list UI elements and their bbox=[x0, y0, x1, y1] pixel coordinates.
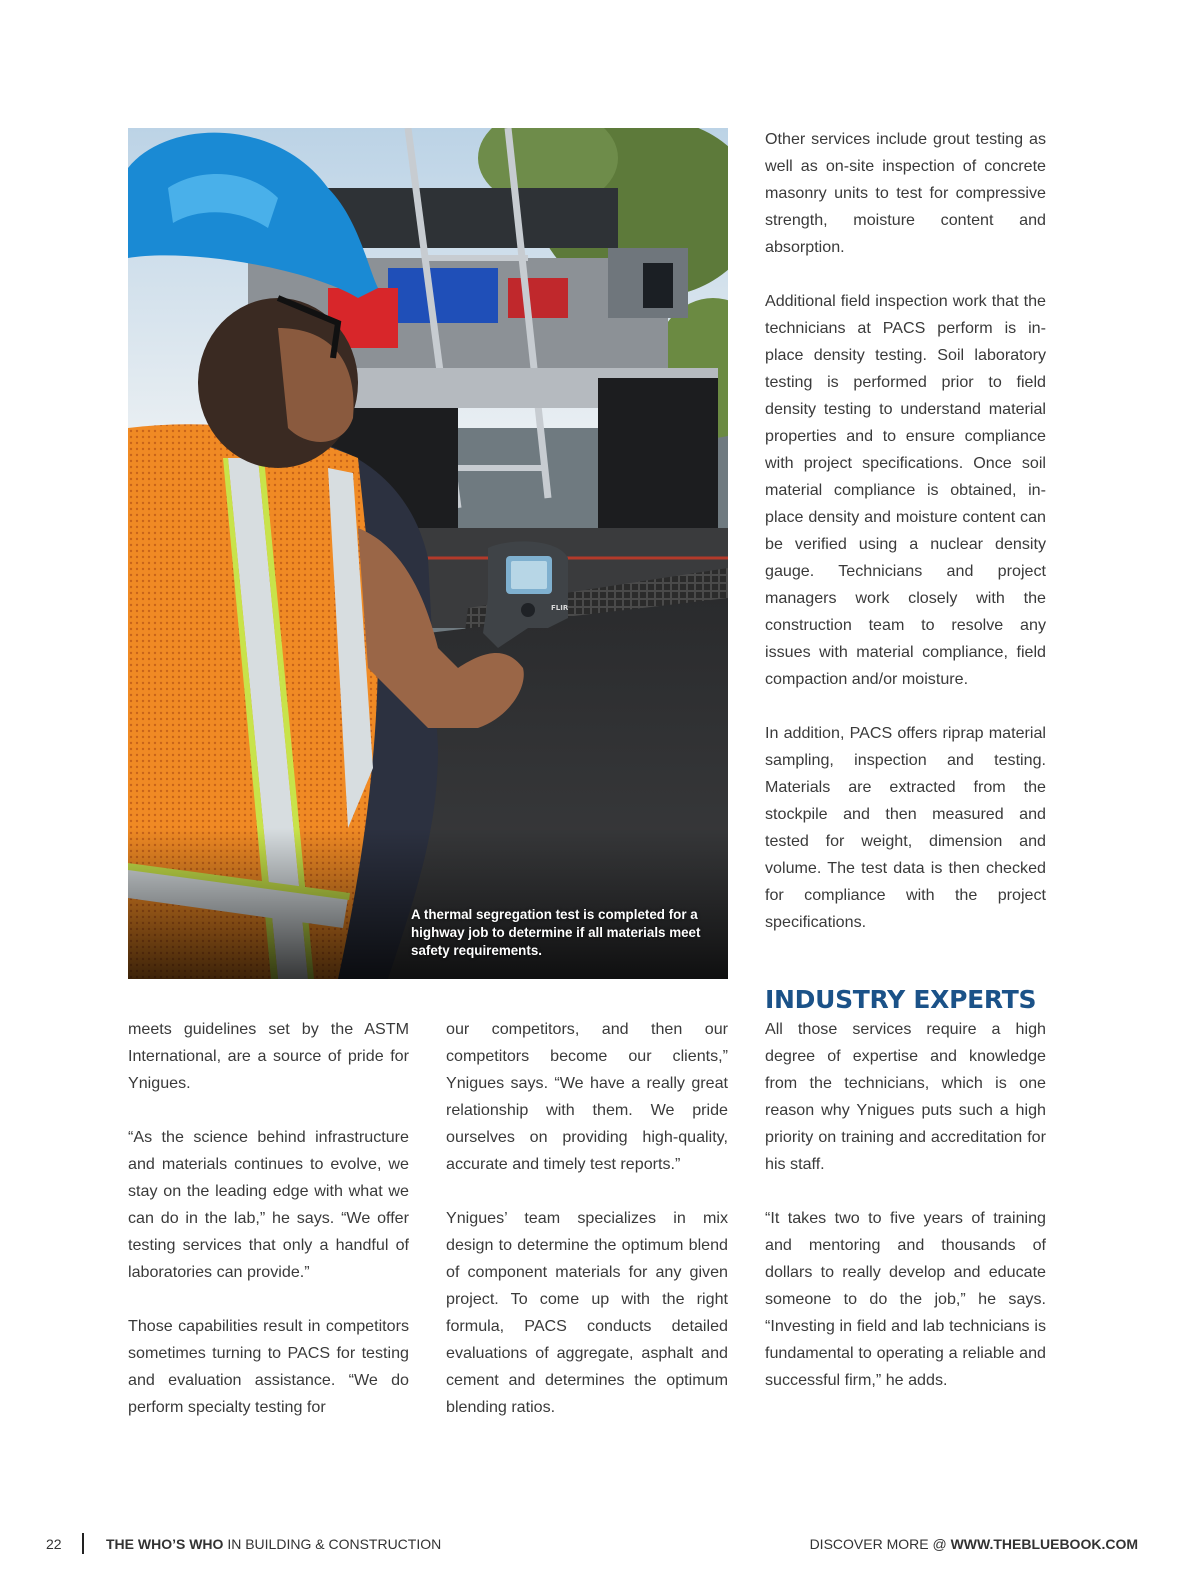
publication-title bbox=[106, 1536, 441, 1552]
paragraph: Additional field inspection work that the technicians at PACS perform is in-place density testing. Soil laboratory testing is performed prior to field density testing to understand material properties and to ensure compliance with project specifications. Once soil material compliance is obtained, in-place density and moisture content can be verified using a nuclear density gauge. Technicians and project managers work closely with the construction team to resolve any issues with material compliance, field compaction and/or moisture. bbox=[765, 292, 1046, 688]
photo-illustration bbox=[128, 128, 728, 979]
paragraph: Other services include grout testing as well as on-site inspection of concrete masonry units to test for compressive strength, moisture content and absorption. bbox=[765, 130, 1046, 256]
discover-prefix: DISCOVER MORE @ bbox=[809, 1536, 951, 1552]
paragraph: “It takes two to five years of training and mentoring and thousands of dollars to really develop and educate someone to do the job,” he says. “Investing in field and lab technicians is fundamental to operating a reliable and successful firm,” he adds. bbox=[765, 1209, 1046, 1389]
photo-caption: A thermal segregation test is completed for a highway job to determine if all materials meet safety requirements. bbox=[411, 907, 701, 958]
publication-title-rest: IN BUILDING & CONSTRUCTION bbox=[223, 1536, 442, 1552]
middle-column bbox=[446, 1016, 728, 1421]
paragraph: meets guidelines set by the ASTM International, are a source of pride for Ynigues. bbox=[128, 1020, 409, 1092]
left-column bbox=[128, 1016, 409, 1421]
publication-title-bold: THE WHO’S WHO bbox=[106, 1536, 224, 1552]
flir-logo: FLIR bbox=[551, 604, 569, 612]
discover-more bbox=[810, 1536, 1138, 1552]
paragraph: In addition, PACS offers riprap material sampling, inspection and testing. Materials are extracted from the stockpile and then measured and tested for weight, dimension and volume. The test data is then checked for compliance with the project specifications. bbox=[765, 724, 1046, 931]
right-column-top bbox=[765, 126, 1046, 936]
footer-divider bbox=[82, 1533, 84, 1554]
right-column-bottom bbox=[765, 1016, 1046, 1394]
paragraph: our competitors, and then our competitors become our clients,” Ynigues says. “We have a really great relationship with them. We pride ourselves on providing high-quality, accurate and timely test reports.” bbox=[446, 1020, 728, 1173]
paragraph: Those capabilities result in competitors sometimes turning to PACS for testing and evaluation assistance. “We do perform specialty testing for bbox=[128, 1317, 409, 1416]
page-number: 22 bbox=[46, 1536, 62, 1552]
website-link[interactable]: WWW.THEBLUEBOOK.COM bbox=[950, 1536, 1138, 1552]
feature-photo bbox=[128, 128, 728, 979]
paragraph: “As the science behind infrastructure and materials continues to evolve, we stay on the leading edge with what we can do in the lab,” he says. “We offer testing services that only a handful of laboratories can provide.” bbox=[128, 1128, 409, 1281]
section-heading: INDUSTRY EXPERTS bbox=[765, 985, 1037, 1014]
paragraph: All those services require a high degree of expertise and knowledge from the technicians, which is one reason why Ynigues puts such a high priority on training and accreditation for his staff. bbox=[765, 1020, 1046, 1173]
paragraph: Ynigues’ team specializes in mix design to determine the optimum blend of component materials for any given project. To come up with the right formula, PACS conducts detailed evaluations of aggregate, asphalt and cement and determines the optimum blending ratios. bbox=[446, 1209, 728, 1416]
page-footer bbox=[0, 1532, 1200, 1556]
